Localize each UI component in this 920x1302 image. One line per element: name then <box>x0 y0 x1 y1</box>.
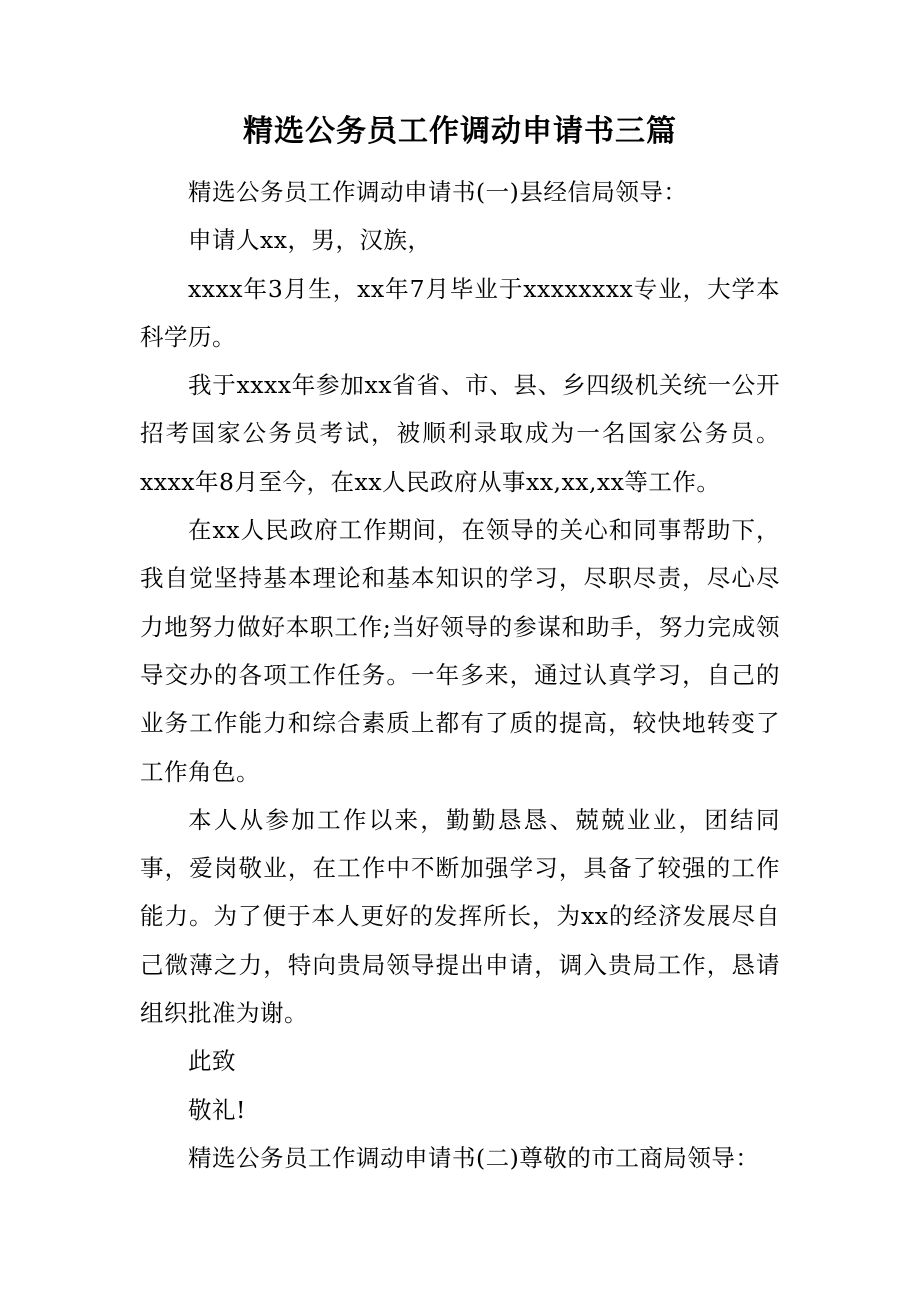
paragraph-closing-1: 此致 <box>188 1047 236 1076</box>
paragraph-closing-2: 敬礼! <box>188 1095 246 1124</box>
paragraph-request: 本人从参加工作以来，勤勤恳恳、兢兢业业，团结同事，爱岗敬业，在工作中不断加强学习，具备了较强的工作能力。为了便于本人更好的发挥所长，为xx的经济发展尽自己微薄之力，特向贵局领导提出申请，调入贵局工作，恳请组织批准为谢。 <box>140 805 780 1028</box>
paragraph-work-period: 在xx人民政府工作期间，在领导的关心和同事帮助下，我自觉坚持基本理论和基本知识的学习，尽职尽责，尽心尽力地努力做好本职工作;当好领导的参谋和助手，努力完成领导交办的各项工作任务。一年多来，通过认真学习，自己的业务工作能力和综合素质上都有了质的提高，较快地转变了工作角色。 <box>140 516 780 786</box>
paragraph-education: xxxx年3月生，xx年7月毕业于xxxxxxxx专业，大学本科学历。 <box>140 274 780 351</box>
paragraph-applicant: 申请人xx，男，汉族， <box>188 226 432 255</box>
document-title: 精选公务员工作调动申请书三篇 <box>243 114 677 149</box>
paragraph-letter1-heading: 精选公务员工作调动申请书(一)县经信局领导： <box>188 178 688 206</box>
paragraph-letter2-heading: 精选公务员工作调动申请书(二)尊敬的市工商局领导： <box>188 1143 760 1172</box>
document-body <box>140 168 780 1182</box>
paragraph-exam: 我于xxxx年参加xx省省、市、县、乡四级机关统一公开招考国家公务员考试，被顺利录取成为一名国家公务员。xxxx年8月至今，在xx人民政府从事xx,xx,xx等工作。 <box>140 371 780 496</box>
